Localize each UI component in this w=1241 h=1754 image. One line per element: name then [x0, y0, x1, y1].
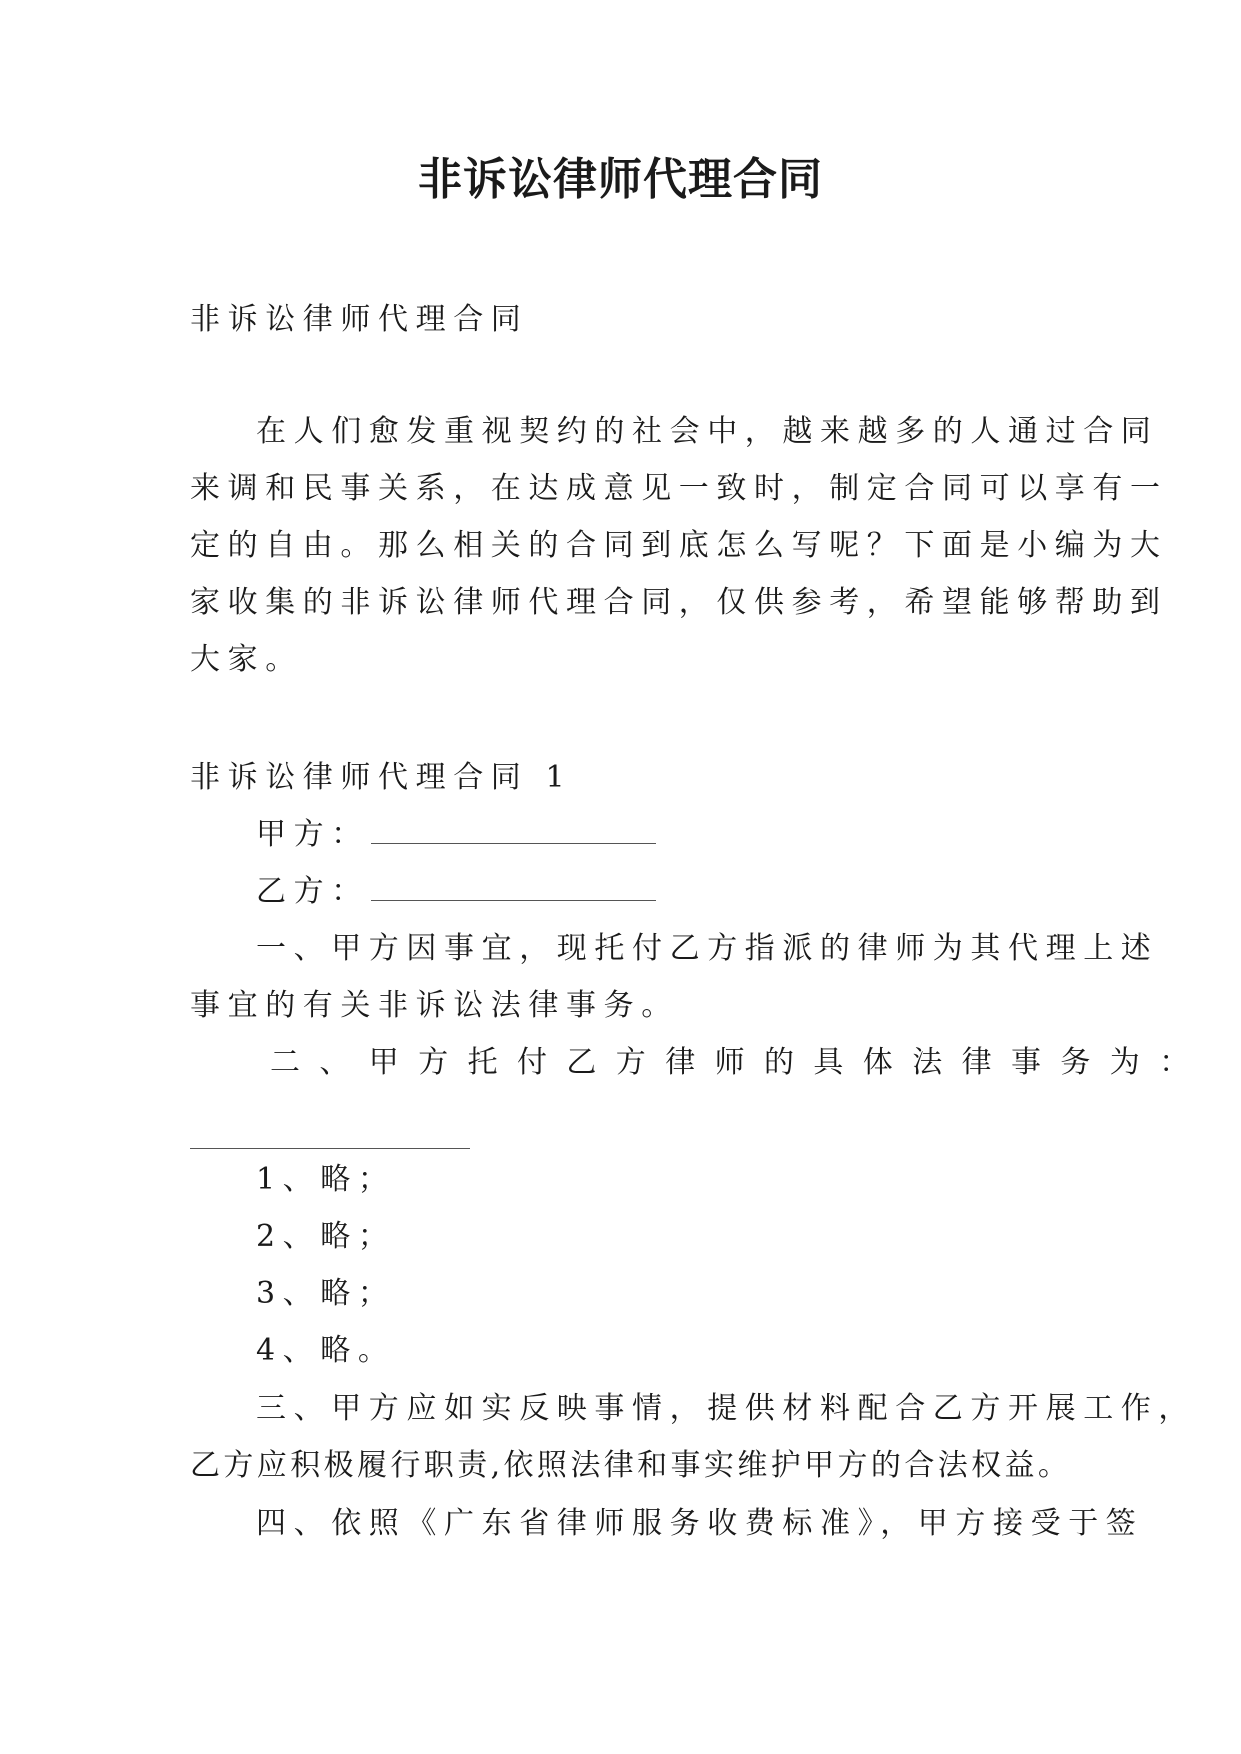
party-a-blank	[371, 817, 656, 844]
party-b-line	[256, 872, 656, 912]
clause4-line-1: 四、依照《广东省律师服务收费标准》，甲方接受于签	[256, 1506, 1144, 1541]
item-1: 1、略；	[256, 1162, 396, 1197]
party-b-blank	[371, 874, 656, 901]
item-4: 4、略。	[256, 1333, 396, 1368]
item-2: 2、略；	[256, 1219, 396, 1254]
intro-line-2: 来调和民事关系，在达成意见一致时，制定合同可以享有一	[190, 471, 1168, 506]
party-a-label: 甲方：	[256, 817, 369, 852]
section-heading: 非诉讼律师代理合同 1	[190, 760, 573, 795]
document-title: 非诉讼律师代理合同	[418, 154, 823, 205]
clause2-blank-rule	[190, 1148, 470, 1149]
clause1-line-2: 事宜的有关非诉讼法律事务。	[190, 988, 679, 1023]
party-a-line	[256, 815, 656, 855]
intro-line-4: 家收集的非诉讼律师代理合同，仅供参考，希望能够帮助到	[190, 585, 1168, 620]
document-subtitle: 非诉讼律师代理合同	[190, 302, 529, 337]
intro-line-1: 在人们愈发重视契约的社会中，越来越多的人通过合同	[256, 414, 1159, 449]
intro-line-5: 大家。	[190, 642, 303, 677]
clause3-line-1: 三、甲方应如实反映事情，提供材料配合乙方开展工作，	[256, 1391, 1196, 1426]
clause3-line-2: 乙方应积极履行职责,依照法律和事实维护甲方的合法权益。	[190, 1448, 1072, 1483]
intro-line-3: 定的自由。那么相关的合同到底怎么写呢？下面是小编为大	[190, 528, 1168, 563]
item-3: 3、略；	[256, 1276, 396, 1311]
clause1-line-1: 一、甲方因事宜，现托付乙方指派的律师为其代理上述	[256, 931, 1159, 966]
party-b-label: 乙方：	[256, 874, 369, 909]
clause2-line: 二、甲方托付乙方律师的具体法律事务为：	[270, 1045, 1209, 1080]
